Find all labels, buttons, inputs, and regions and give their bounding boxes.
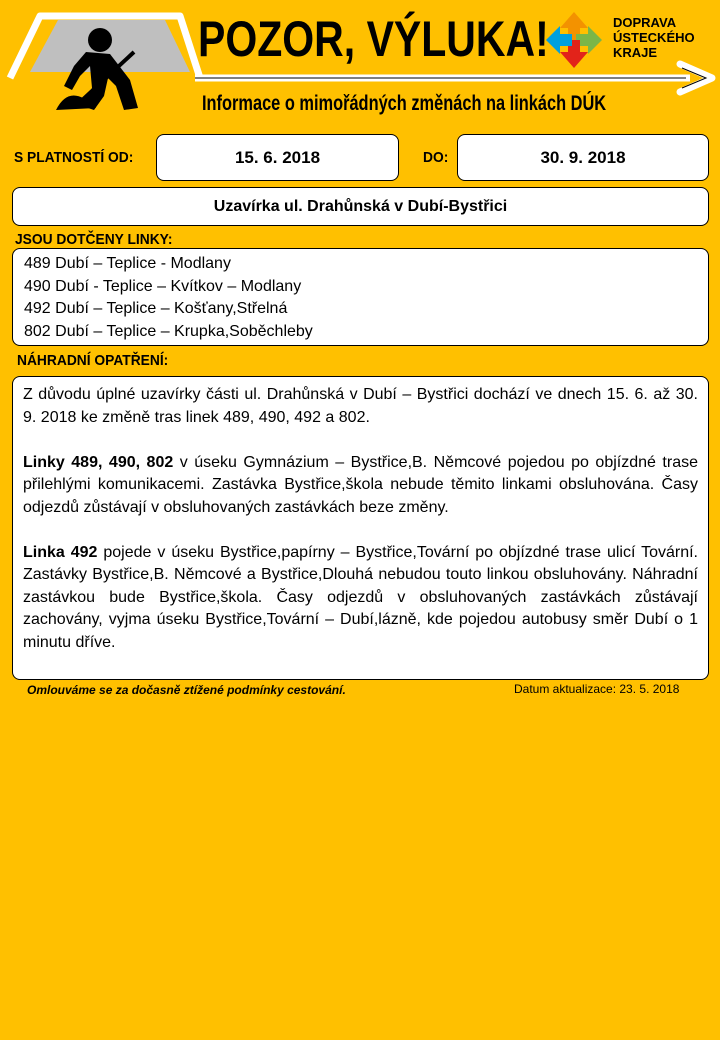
header <box>0 0 720 130</box>
measures-line-492-bold: Linka 492 <box>23 543 98 561</box>
update-date: Datum aktualizace: 23. 5. 2018 <box>514 682 680 696</box>
list-item: 802 Dubí – Teplice – Krupka,Soběchleby <box>24 322 313 340</box>
logo-line-2: ÚSTECKÉHO <box>613 30 695 45</box>
duk-logo-icon <box>546 12 602 68</box>
measures-label: NÁHRADNÍ OPATŘENÍ: <box>17 352 169 369</box>
valid-from-date: 15. 6. 2018 <box>156 134 399 181</box>
measures-text <box>12 376 709 680</box>
measures-lines-text: v úseku Gymnázium – Bystřice,B. Němcové pojedou po objízdné trase přilehlými komunikacemi. Zastávka Bystřice,škola nebude těmito linkami obsluhována. Časy odjezdů zůstávají v obsluhovaných zastávkách beze změny. <box>23 453 698 516</box>
valid-to-label: DO: <box>423 149 449 166</box>
measures-paragraph-1: Z důvodu úplné uzavírky části ul. Drahůnská v Dubí – Bystřici dochází ve dnech 15. 6. až 30. 9. 2018 ke změně tras linek 489, 490, 492 a 802. <box>23 386 698 426</box>
page-title: POZOR, VÝLUKA! <box>198 11 549 67</box>
page-subtitle: Informace o mimořádných změnách na linkách DÚK <box>202 92 607 115</box>
measures-line-492-text: pojede v úseku Bystřice,papírny – Bystřice,Tovární po objízdné trase ulicí Tovární. Zastávky Bystřice,B. Němcové a Bystřice,Dlouhá nebudou touto linkou obsluhovány. Náhradní zastávkou bude Bystřice,škola. Časy odjezdů v obsluhovaných zastávkách zůstávají zachovány, vyjma úseku Bystřice,Tovární – Dubí,lázně, kde pojedou autobusy směr Dubí o 1 minutu dříve. <box>23 543 698 651</box>
logo-line-1: DOPRAVA <box>613 15 677 30</box>
closure-title: Uzavírka ul. Drahůnská v Dubí-Bystřici <box>12 187 709 226</box>
list-item: 489 Dubí – Teplice - Modlany <box>24 255 231 272</box>
apology-note: Omlouváme se za dočasně ztížené podmínky cestování. <box>27 683 346 697</box>
logo-text <box>613 15 695 60</box>
measures-lines-bold: Linky 489, 490, 802 <box>23 453 174 471</box>
measures-paragraph-3 <box>23 542 698 655</box>
list-item: 492 Dubí – Teplice – Košťany,Střelná <box>24 300 288 317</box>
valid-to-date: 30. 9. 2018 <box>457 134 709 181</box>
list-item: 490 Dubí - Teplice – Kvítkov – Modlany <box>24 277 302 295</box>
arrow-right-icon <box>195 64 712 92</box>
affected-lines-label: JSOU DOTČENY LINKY: <box>15 231 173 248</box>
measures-paragraph-2 <box>23 452 698 520</box>
valid-from-label: S PLATNOSTÍ OD: <box>14 149 134 166</box>
logo-line-3: KRAJE <box>613 45 658 60</box>
affected-lines-list <box>12 248 709 346</box>
